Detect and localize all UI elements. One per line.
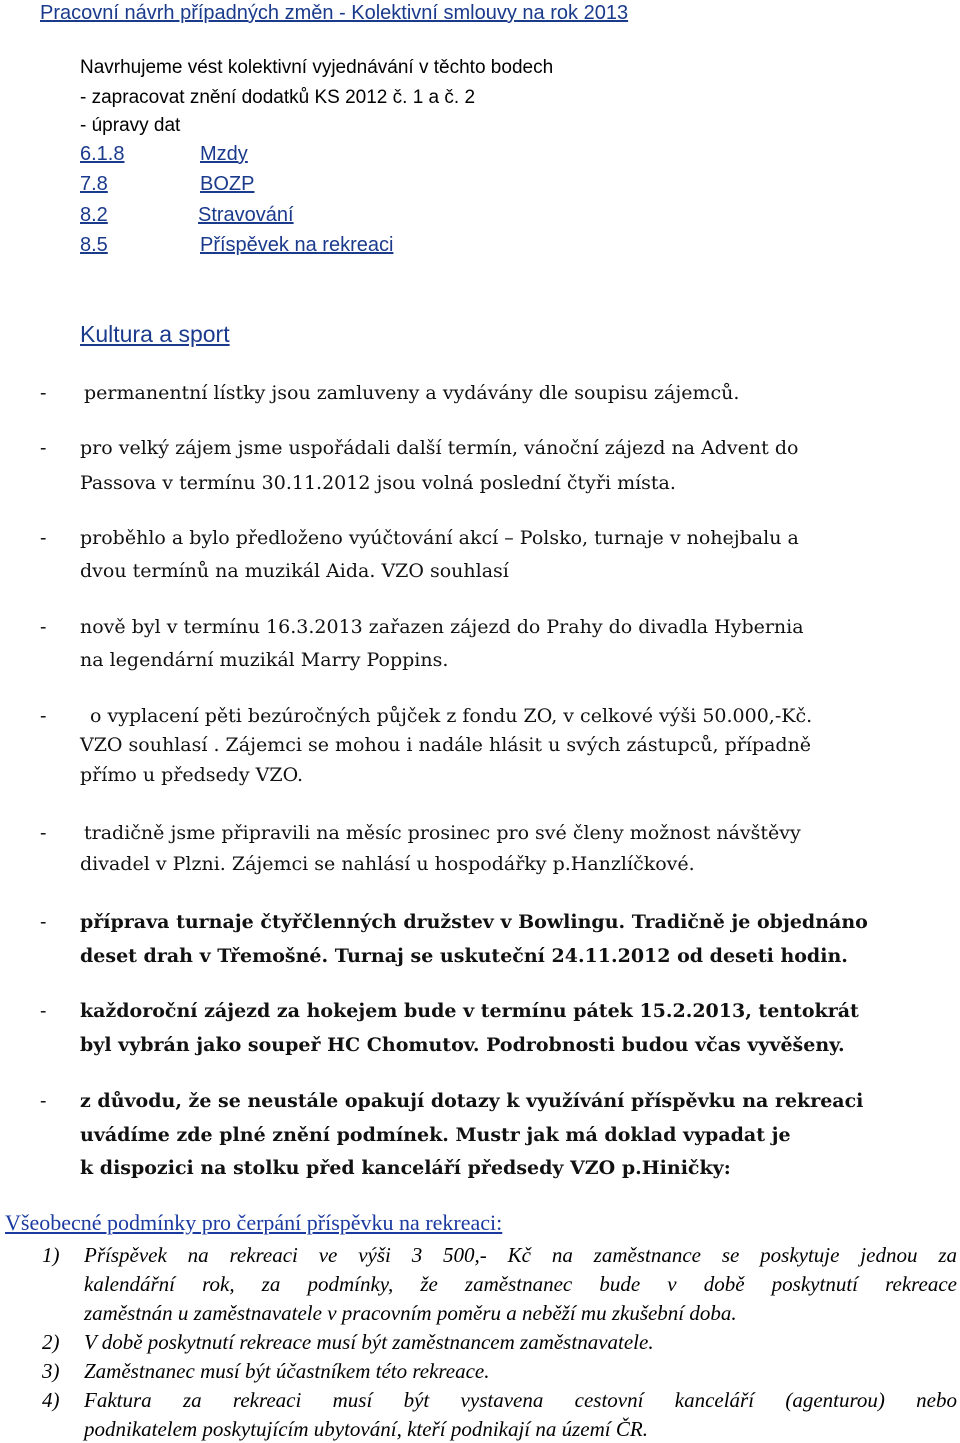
- list-bullet: -: [40, 911, 47, 933]
- list-item: k dispozici na stolku před kanceláří předsedy VZO p.Hiničky:: [80, 1157, 731, 1179]
- condition-line: V době poskytnutí rekreace musí být zaměstnancem zaměstnavatele.: [84, 1330, 654, 1354]
- condition-number: 2): [42, 1330, 60, 1354]
- condition-number: 4): [42, 1388, 60, 1412]
- list-item: dvou termínů na muzikál Aida. VZO souhlasí: [80, 560, 509, 582]
- list-bullet: -: [40, 437, 47, 459]
- condition-line: zaměstnán u zaměstnavatele v pracovním poměru a neběží mu zkušební doba.: [84, 1301, 737, 1325]
- section-label: Příspěvek na rekreaci: [200, 234, 394, 256]
- list-bullet: -: [40, 1000, 47, 1022]
- list-item: divadel v Plzni. Zájemci se nahlásí u hospodářky p.Hanzlíčkové.: [80, 853, 695, 875]
- list-bullet: -: [40, 705, 47, 727]
- list-item: byl vybrán jako soupeř HC Chomutov. Podrobnosti budou včas vyvěšeny.: [80, 1034, 845, 1056]
- intro-line: Navrhujeme vést kolektivní vyjednávání v těchto bodech: [80, 57, 554, 78]
- list-item: nově byl v termínu 16.3.2013 zařazen zájezd do Prahy do divadla Hybernia: [80, 616, 804, 638]
- section-label: BOZP: [200, 173, 255, 195]
- list-item: pro velký zájem jsme uspořádali další termín, vánoční zájezd na Advent do: [80, 437, 799, 459]
- list-bullet: -: [40, 822, 47, 844]
- list-item: permanentní lístky jsou zamluveny a vydávány dle soupisu zájemců.: [84, 382, 740, 404]
- list-item: tradičně jsme připravili na měsíc prosinec pro své členy možnost návštěvy: [84, 822, 801, 844]
- list-item: každoroční zájezd za hokejem bude v termínu pátek 15.2.2013, tentokrát: [80, 1000, 859, 1022]
- condition-line: podnikatelem poskytujícím ubytování, kteří podnikají na území ČR.: [84, 1417, 648, 1441]
- list-item: o vyplacení pěti bezúročných půjček z fondu ZO, v celkové výši 50.000,-Kč.: [90, 705, 813, 727]
- page-title: Pracovní návrh případných změn - Kolektivní smlouvy na rok 2013: [40, 2, 629, 24]
- list-item: uvádíme zde plné znění podmínek. Mustr jak má doklad vypadat je: [80, 1124, 791, 1146]
- list-bullet: -: [40, 1090, 47, 1112]
- condition-line: Příspěvek na rekreaci ve výši 3 500,- Kč na zaměstnance se poskytuje jednou za: [84, 1243, 957, 1267]
- list-item: Passova v termínu 30.11.2012 jsou volná poslední čtyři místa.: [80, 472, 676, 494]
- section-number: 7.8: [80, 173, 108, 195]
- section-heading: Kultura a sport: [80, 321, 230, 347]
- section-number: 6.1.8: [80, 143, 125, 165]
- intro-line: - zapracovat znění dodatků KS 2012 č. 1 a č. 2: [80, 87, 476, 108]
- intro-line: - úpravy dat: [80, 115, 181, 136]
- list-item: VZO souhlasí . Zájemci se mohou i nadále hlásit u svých zástupců, případně: [80, 734, 812, 756]
- condition-line: kalendářní rok, za podmínky, že zaměstnanec bude v době poskytnutí rekreace: [84, 1272, 957, 1296]
- section-label: Stravování: [198, 204, 294, 226]
- list-item: proběhlo a bylo předloženo vyúčtování akcí – Polsko, turnaje v nohejbalu a: [80, 527, 799, 549]
- condition-line: Zaměstnanec musí být účastníkem této rekreace.: [84, 1359, 490, 1383]
- section-number: 8.5: [80, 234, 108, 256]
- section-number: 8.2: [80, 204, 108, 226]
- condition-number: 3): [42, 1359, 60, 1383]
- list-item: deset drah v Třemošné. Turnaj se uskuteční 24.11.2012 od deseti hodin.: [80, 945, 848, 967]
- list-item: na legendární muzikál Marry Poppins.: [80, 649, 449, 671]
- list-item: přímo u předsedy VZO.: [80, 764, 304, 786]
- conditions-heading: Všeobecné podmínky pro čerpání příspěvku na rekreaci:: [5, 1210, 503, 1235]
- list-bullet: -: [40, 382, 47, 404]
- condition-number: 1): [42, 1243, 60, 1267]
- list-bullet: -: [40, 616, 47, 638]
- list-item: příprava turnaje čtyřčlenných družstev v Bowlingu. Tradičně je objednáno: [80, 911, 868, 933]
- list-item: z důvodu, že se neustále opakují dotazy k využívání příspěvku na rekreaci: [80, 1090, 864, 1112]
- section-label: Mzdy: [200, 143, 248, 165]
- list-bullet: -: [40, 527, 47, 549]
- condition-line: Faktura za rekreaci musí být vystavena cestovní kanceláří (agenturou) nebo: [84, 1388, 957, 1412]
